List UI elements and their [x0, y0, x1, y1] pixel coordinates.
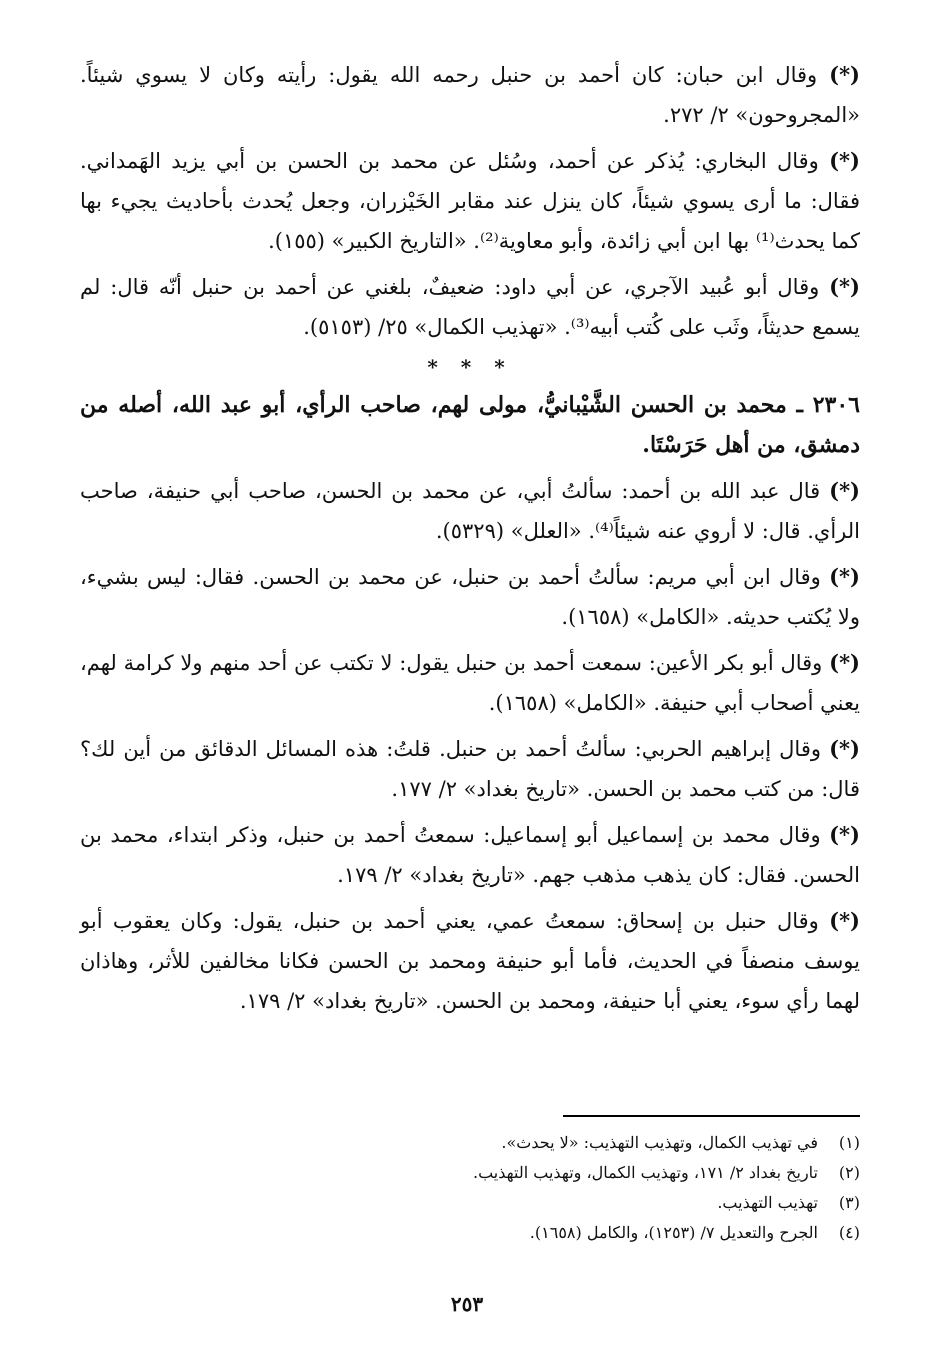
footnote-number: (١) — [838, 1133, 860, 1152]
paragraph-marker: (*) — [829, 908, 860, 933]
paragraph-text: وقال ابن أبي مريم: سألتُ أحمد بن حنبل، عن محمد بن الحسن. فقال: ليس بشيء، ولا يُكتب حديثه. «الكامل» (١٦٥٨). — [80, 565, 860, 629]
paragraph-text: وقال إبراهيم الحربي: سألتُ أحمد بن حنبل. قلتُ: هذه المسائل الدقائق من أين لك؟ قال: من كتب محمد بن الحسن. «تاريخ بغداد» ٢/ ١٧٧. — [80, 737, 860, 801]
paragraph-text: وقال أبو عُبيد الآجري، عن أبي داود: ضعيفٌ، بلغني عن أحمد بن حنبل أنّه قال: لم يسمع حديثاً، وثَب على كُتب أبيه⁽³⁾. «تهذيب الكمال» ٢٥/ (٥١٥٣). — [80, 275, 860, 339]
paragraph-marker: (*) — [829, 650, 860, 675]
footnote-text: في تهذيب الكمال، وتهذيب التهذيب: «لا يحدث». — [501, 1133, 818, 1152]
paragraph — [80, 557, 860, 637]
footnote — [160, 1188, 860, 1218]
paragraph-marker: (*) — [829, 62, 860, 87]
footnote-number: (٢) — [838, 1163, 860, 1182]
footnote-divider — [563, 1115, 860, 1117]
paragraph-text: وقال أبو بكر الأعين: سمعت أحمد بن حنبل يقول: لا تكتب عن أحد منهم ولا كرامة لهم، يعني أصحاب أبي حنيفة. «الكامل» (١٦٥٨). — [80, 651, 860, 715]
page-body — [80, 55, 860, 1027]
section-separator: * * * — [427, 355, 513, 379]
paragraph — [80, 901, 860, 1021]
paragraph-marker: (*) — [829, 822, 860, 847]
paragraph-marker: (*) — [829, 148, 860, 173]
paragraph-text: وقال البخاري: يُذكر عن أحمد، وسُئل عن محمد بن الحسن بن أبي يزيد الهَمداني. فقال: ما أرى يسوي شيئاً، كان ينزل عند مقابر الخَيْزران، وجعل يُحدث بأحاديث يجيء بها كما يحدث⁽¹⁾ بها ابن أبي زائدة، وأبو معاوية⁽²⁾. «التاريخ الكبير» (١٥٥). — [80, 149, 860, 253]
paragraph — [80, 55, 860, 135]
paragraph-marker: (*) — [829, 274, 860, 299]
paragraph-marker: (*) — [829, 564, 860, 589]
paragraph — [80, 729, 860, 809]
paragraph — [80, 815, 860, 895]
paragraph-text: وقال حنبل بن إسحاق: سمعتُ عمي، يعني أحمد بن حنبل، يقول: وكان يعقوب أبو يوسف منصفاً في الحديث، فأما أبو حنيفة ومحمد بن الحسن فكانا مخالفين للأثر، وهاذان لهما رأي سوء، يعني أبا حنيفة، ومحمد بن الحسن. «تاريخ بغداد» ٢/ ١٧٩. — [80, 909, 860, 1013]
paragraph — [80, 267, 860, 347]
paragraph-text: وقال محمد بن إسماعيل أبو إسماعيل: سمعتُ أحمد بن حنبل، وذكر ابتداء، محمد بن الحسن. فقال: كان يذهب مذهب جهم. «تاريخ بغداد» ٢/ ١٧٩. — [80, 823, 860, 887]
paragraph-text: قال عبد الله بن أحمد: سألتُ أبي، عن محمد بن الحسن، صاحب أبي حنيفة، صاحب الرأي. قال: لا أروي عنه شيئاً⁽⁴⁾. «العلل» (٥٣٢٩). — [80, 479, 860, 543]
entry-heading: ٢٣٠٦ ـ محمد بن الحسن الشَّيْبانيُّ، مولى لهم، صاحب الرأي، أبو عبد الله، أصله من دمشق، من أهل حَرَسْتَا. — [80, 392, 860, 458]
footnote — [160, 1218, 860, 1248]
paragraph-marker: (*) — [829, 736, 860, 761]
paragraph-text: وقال ابن حبان: كان أحمد بن حنبل رحمه الله يقول: رأيته وكان لا يسوي شيئاً. «المجروحون» ٢/ ٢٧٢. — [80, 63, 860, 127]
footnote — [160, 1128, 860, 1158]
footnote-text: تاريخ بغداد ٢/ ١٧١، وتهذيب الكمال، وتهذيب التهذيب. — [473, 1163, 818, 1182]
footnote-number: (٣) — [838, 1193, 860, 1212]
footnote-number: (٤) — [838, 1223, 860, 1242]
paragraph-marker: (*) — [829, 478, 860, 503]
paragraph — [80, 471, 860, 551]
footnotes — [160, 1128, 860, 1248]
paragraph — [80, 141, 860, 261]
page-number: ٢٥٣ — [450, 1292, 484, 1316]
footnote — [160, 1158, 860, 1188]
paragraph — [80, 643, 860, 723]
footnote-text: الجرح والتعديل ٧/ (١٢٥٣)، والكامل (١٦٥٨). — [529, 1223, 818, 1242]
footnote-text: تهذيب التهذيب. — [717, 1193, 818, 1212]
